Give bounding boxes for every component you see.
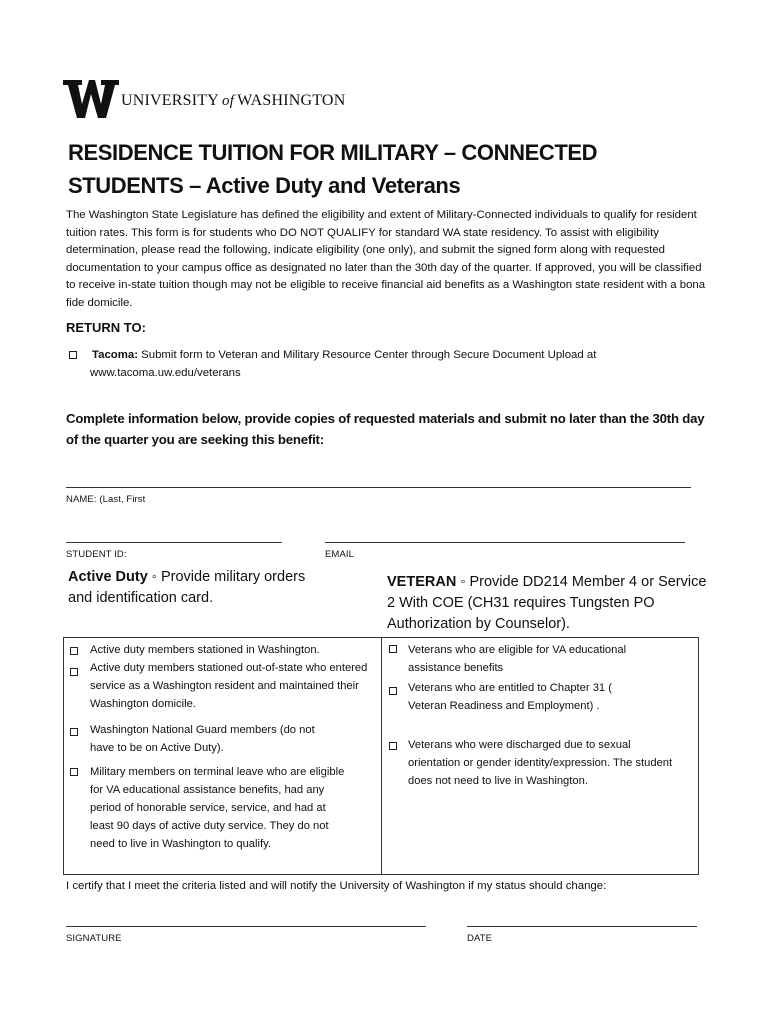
tacoma-checkbox[interactable] <box>69 351 77 359</box>
complete-instructions: Complete information below, provide copies of requested materials and submit no later than the 30th day of the quarter you are seeking this benefit: <box>66 411 705 447</box>
veteran-checkbox-3[interactable] <box>389 742 397 750</box>
name-field[interactable] <box>66 487 691 488</box>
active-duty-checkbox-3[interactable] <box>70 728 78 736</box>
signature-field[interactable] <box>66 926 426 927</box>
signature-label: SIGNATURE <box>66 933 122 944</box>
active-duty-heading: Active Duty ◦ Provide military orders and identification card. <box>68 569 306 606</box>
tacoma-label: Tacoma: <box>92 349 138 361</box>
active-duty-checkbox-4[interactable] <box>70 768 78 776</box>
student-id-field[interactable] <box>66 542 282 543</box>
university-name: UNIVERSITY of WASHINGTON <box>121 92 346 109</box>
email-field[interactable] <box>325 542 685 543</box>
veteran-item-1: Veterans who are eligible for VA educational assistance benefits <box>408 644 627 674</box>
active-duty-item-4: Military members on terminal leave who are eligible for VA educational assistance benefits, had any period of honorable service, service, and had at least 90 days of active duty service. They do not need to live in Washington to qualify. <box>90 766 345 850</box>
veteran-checkbox-2[interactable] <box>389 687 397 695</box>
intro-paragraph: The Washington State Legislature has defined the eligibility and extent of Military-Connected individuals to qualify for resident tuition rates. This form is for students who DO NOT QUALIFY for standard WA state residency. To assist with eligibility determination, please read the following, indicate eligibility (one only), and submit the signed form along with requested documentation to your campus office as designated no later than the 30th day of the quarter. If approved, you will be classified to receive in-state tuition though may not be eligible to receive financial aid benefits as a Washington state resident with a bona fide domicile. <box>66 209 706 309</box>
title-line-1: RESIDENCE TUITION FOR MILITARY – CONNECTED <box>68 140 598 165</box>
active-duty-item-1: Active duty members stationed in Washington. <box>90 644 320 656</box>
student-id-label: STUDENT ID: <box>66 549 127 560</box>
veteran-checkbox-1[interactable] <box>389 645 397 653</box>
uw-w-mark-icon <box>63 80 119 118</box>
form-title <box>68 136 708 202</box>
name-label: NAME: (Last, First <box>66 494 146 505</box>
title-line-2: STUDENTS – Active Duty and Veterans <box>68 173 461 198</box>
return-to-heading: RETURN TO: <box>66 320 146 335</box>
active-duty-checkbox-2[interactable] <box>70 668 78 676</box>
table-divider <box>381 637 382 875</box>
uw-logo <box>63 80 345 118</box>
tacoma-option <box>92 346 712 382</box>
veteran-heading: VETERAN ◦ Provide DD214 Member 4 or Service 2 With COE (CH31 requires Tungsten PO Authorization by Counselor). <box>387 574 707 632</box>
certify-statement: I certify that I meet the criteria listed and will notify the University of Washington if my status should change: <box>66 880 607 892</box>
active-duty-item-2: Active duty members stationed out-of-state who entered service as a Washington resident and maintained their Washington domicile. <box>90 662 368 710</box>
email-label: EMAIL <box>325 549 355 560</box>
active-duty-checkbox-1[interactable] <box>70 647 78 655</box>
tacoma-text: Submit form to Veteran and Military Resource Center through Secure Document Upload at <box>138 349 597 361</box>
date-label: DATE <box>467 933 493 944</box>
veteran-item-3: Veterans who were discharged due to sexual orientation or gender identity/expression. The student does not need to live in Washington. <box>408 739 673 787</box>
date-field[interactable] <box>467 926 697 927</box>
active-duty-item-3: Washington National Guard members (do not have to be on Active Duty). <box>90 724 315 754</box>
veteran-item-2: Veterans who are entitled to Chapter 31 ( Veteran Readiness and Employment) . <box>408 682 612 712</box>
tacoma-url: www.tacoma.uw.edu/veterans <box>90 367 241 379</box>
